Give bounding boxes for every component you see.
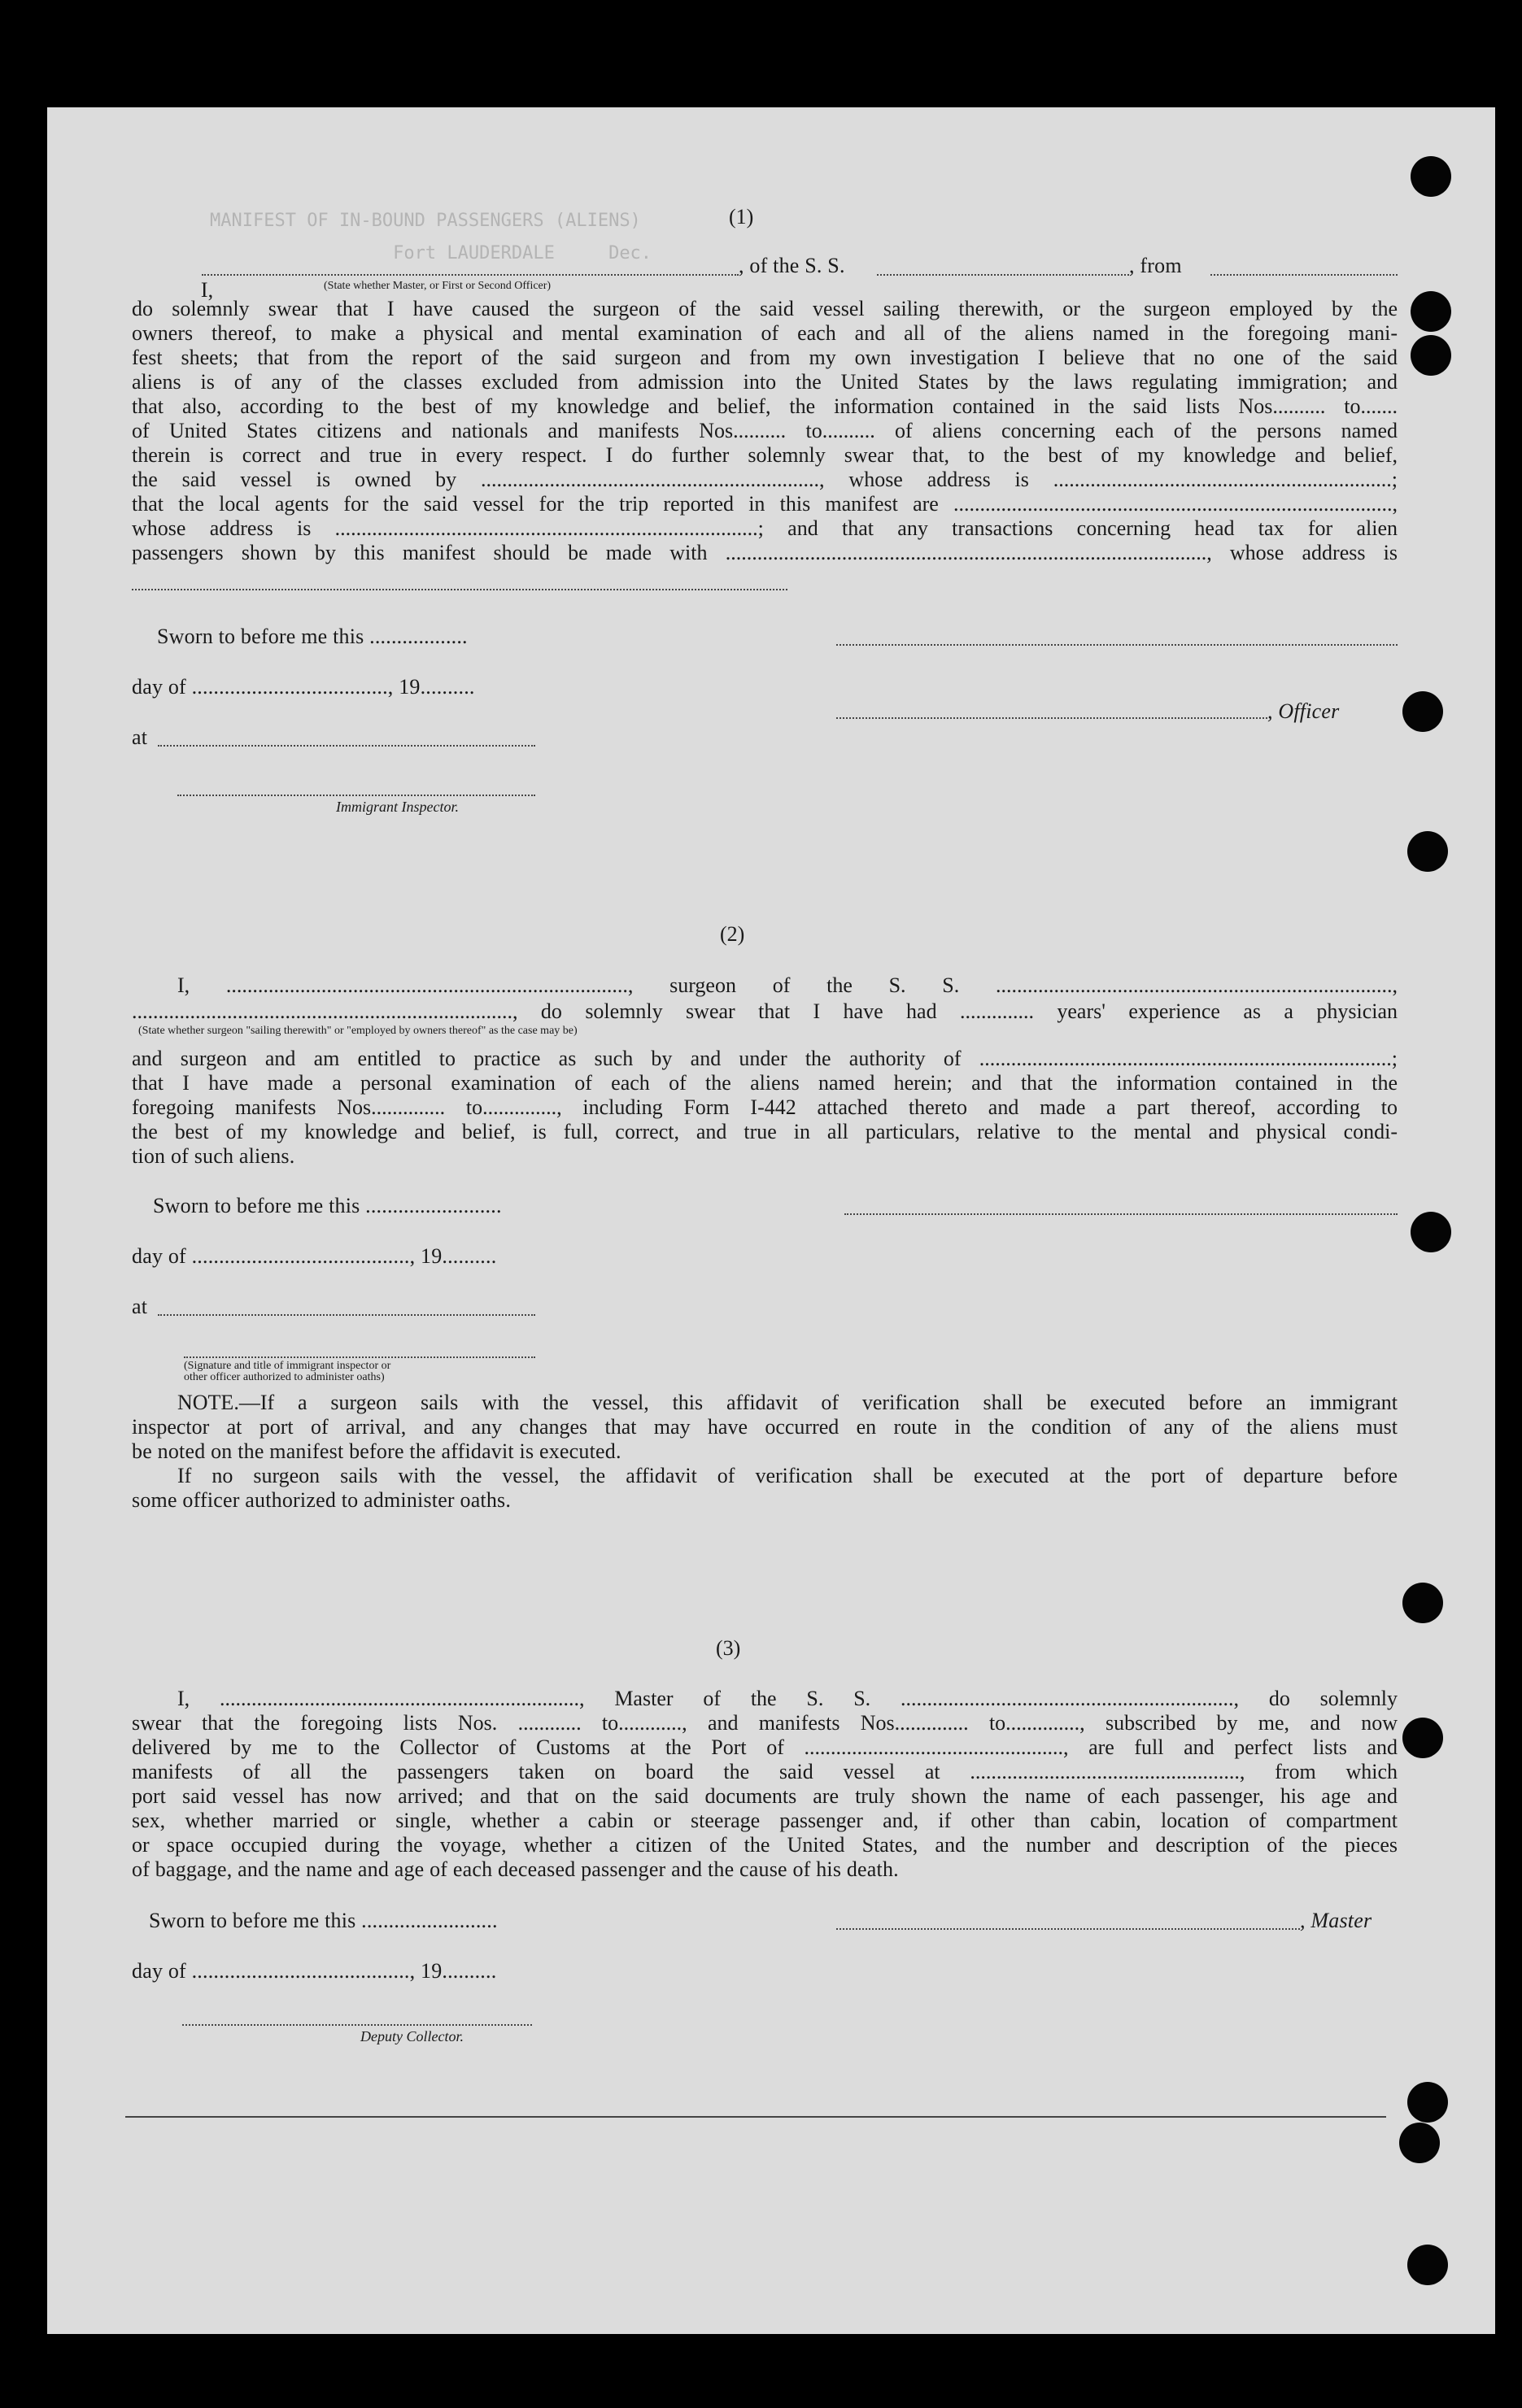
sec3-para-4: manifests of all the passengers taken on board the said vessel at ..................................................., from which	[132, 1760, 1398, 1783]
sec3-collector: Deputy Collector.	[360, 2028, 464, 2044]
sec3-para-1: I, ...................................................................., Master of the S. S. ..............................................................., do solemnly	[177, 1687, 1398, 1710]
sec1-para-5: that also, according to the best of my knowledge and belief, the information contained in the said lists Nos.......... to.......	[132, 394, 1398, 418]
sec2-dayof: day of ........................................, 19..........	[132, 1244, 497, 1268]
sec1-from-blank	[1210, 274, 1398, 276]
sec2-para-2: that I have made a personal examination of each of the aliens named herein; and that the information contained in the	[132, 1071, 1398, 1095]
binder-hole	[1402, 1583, 1443, 1623]
sec1-dayof: day of ...................................., 19..........	[132, 675, 475, 699]
binder-hole	[1402, 691, 1443, 732]
sec1-officer: , Officer	[1267, 699, 1340, 723]
sec1-i: I,	[200, 278, 214, 302]
binder-hole	[1407, 831, 1448, 872]
section-2-number: (2)	[720, 922, 745, 946]
sec1-officer-note: (State whether Master, or First or Second Officer)	[324, 280, 552, 292]
sec1-address-blank	[132, 589, 787, 590]
sec1-para-10: whose address is ................................................................................; and that any transactions concerning head tax for alien	[132, 516, 1398, 540]
section-1-number: (1)	[729, 205, 754, 229]
sec2-line-1: I, ............................................................................, surgeon of the S. S. ...........................................................................,	[177, 973, 1398, 997]
sec1-para-8: the said vessel is owned by ................................................................, whose address is ................................................................;	[132, 468, 1398, 491]
sec2-note-5: some officer authorized to administer oaths.	[132, 1488, 512, 1512]
sec1-from: , from	[1129, 254, 1182, 277]
binder-hole	[1411, 1212, 1451, 1252]
sec2-sig-note-2: other officer authorized to administer oaths)	[184, 1371, 385, 1383]
sec3-collector-line	[182, 2024, 532, 2026]
binder-hole	[1399, 2123, 1440, 2163]
sec2-signature-blank	[844, 1213, 1398, 1215]
sec2-note-1: NOTE.—If a surgeon sails with the vessel, this affidavit of verification shall be executed before an immigrant	[177, 1391, 1398, 1414]
sec1-para-7: therein is correct and true in every respect. I do further solemnly swear that, to the best of my knowledge and belief,	[132, 443, 1398, 467]
sec1-para-3: fest sheets; that from the report of the said surgeon and from my own investigation I believe that no one of the said	[132, 346, 1398, 369]
bottom-rule	[125, 2116, 1386, 2118]
sec1-para-9: that the local agents for the said vessel for the trip reported in this manifest are ...................................................................................,	[132, 492, 1398, 516]
sec3-master: , Master	[1300, 1909, 1372, 1932]
sec2-note-3: be noted on the manifest before the affidavit is executed.	[132, 1439, 621, 1463]
sec2-inspector-line	[184, 1356, 535, 1358]
sec2-sig-note-1: (Signature and title of immigrant inspector or	[184, 1360, 391, 1372]
binder-hole	[1411, 335, 1451, 376]
sec2-para-3: foregoing manifests Nos.............. to.............., including Form I-442 attached thereto and made a part thereof, according to	[132, 1095, 1398, 1119]
binder-hole	[1411, 291, 1451, 332]
sec1-at-blank	[158, 745, 535, 747]
sec1-inspector-line	[177, 795, 535, 796]
sec1-para-11: passengers shown by this manifest should be made with ..........................................................................................., whose address is	[132, 541, 1398, 564]
sec1-inspector: Immigrant Inspector.	[336, 799, 459, 815]
sec1-para-2: owners thereof, to make a physical and mental examination of each and all of the aliens named in the foregoing mani-	[132, 321, 1398, 345]
sec1-sworn: Sworn to before me this ..................	[157, 625, 468, 648]
sec2-sworn: Sworn to before me this .........................	[153, 1194, 502, 1217]
sec1-at: at	[132, 725, 148, 749]
sec1-signature-blank	[836, 644, 1398, 646]
sec2-para-5: tion of such aliens.	[132, 1144, 295, 1168]
sec2-line-2: ........................................................................, do solemnly swear that I have had .............. years' experience as a physician	[132, 999, 1398, 1023]
section-3-number: (3)	[716, 1636, 741, 1660]
sec1-para-4: aliens is of any of the classes excluded from admission into the United States by the laws regulating immigration; and	[132, 370, 1398, 394]
sec3-para-5: port said vessel has now arrived; and that on the said documents are truly shown the name of each passenger, his age and	[132, 1784, 1398, 1808]
binder-hole	[1411, 156, 1451, 197]
sec3-para-8: of baggage, and the name and age of each deceased passenger and the cause of his death.	[132, 1857, 899, 1881]
sec1-para-6: of United States citizens and nationals and manifests Nos.......... to.......... of aliens concerning each of the persons named	[132, 419, 1398, 442]
sec3-para-6: sex, whether married or single, whether a cabin or steerage passenger and, if other than cabin, location of compartment	[132, 1809, 1398, 1832]
sec3-dayof: day of ........................................, 19..........	[132, 1959, 497, 1983]
sec3-para-2: swear that the foregoing lists Nos. ............ to............, and manifests Nos.............. to.............., subscribed by me, and now	[132, 1711, 1398, 1735]
sec2-para-1: and surgeon and am entitled to practice as such by and under the authority of ..............................................................................;	[132, 1047, 1398, 1070]
sec1-of-ss: , of the S. S.	[739, 254, 845, 277]
sec3-para-7: or space occupied during the voyage, whether a citizen of the United States, and the number and description of the pieces	[132, 1833, 1398, 1857]
sec2-surgeon-note: (State whether surgeon "sailing therewith" or "employed by owners thereof" as the case may be)	[138, 1025, 578, 1037]
binder-hole	[1407, 2245, 1448, 2285]
sec1-officer-sign-blank	[836, 717, 1267, 719]
sec2-note-2: inspector at port of arrival, and any changes that may have occurred en route in the condition of any of the aliens must	[132, 1415, 1398, 1439]
sec2-at-blank	[158, 1314, 535, 1316]
sec1-para-1: do solemnly swear that I have caused the surgeon of the said vessel sailing therewith, or the surgeon employed by the	[132, 297, 1398, 320]
sec1-vessel-blank	[877, 274, 1129, 276]
sec3-para-3: delivered by me to the Collector of Customs at the Port of ................................................., are full and perfect lists and	[132, 1735, 1398, 1759]
binder-hole	[1402, 1718, 1443, 1758]
sec1-officer-blank	[202, 274, 739, 276]
sec3-sworn: Sworn to before me this .........................	[149, 1909, 498, 1932]
binder-hole	[1407, 2082, 1448, 2123]
sec3-master-blank	[836, 1928, 1300, 1930]
bleed-through-text: MANIFEST OF IN-BOUND PASSENGERS (ALIENS) Fort LAUDERDALE Dec.	[210, 211, 652, 263]
sec2-note-4: If no surgeon sails with the vessel, the affidavit of verification shall be executed at the port of departure before	[177, 1464, 1398, 1487]
sec2-at: at	[132, 1295, 148, 1318]
sec2-para-4: the best of my knowledge and belief, is full, correct, and true in all particulars, relative to the mental and physical condi-	[132, 1120, 1398, 1143]
document-page	[47, 107, 1495, 2334]
